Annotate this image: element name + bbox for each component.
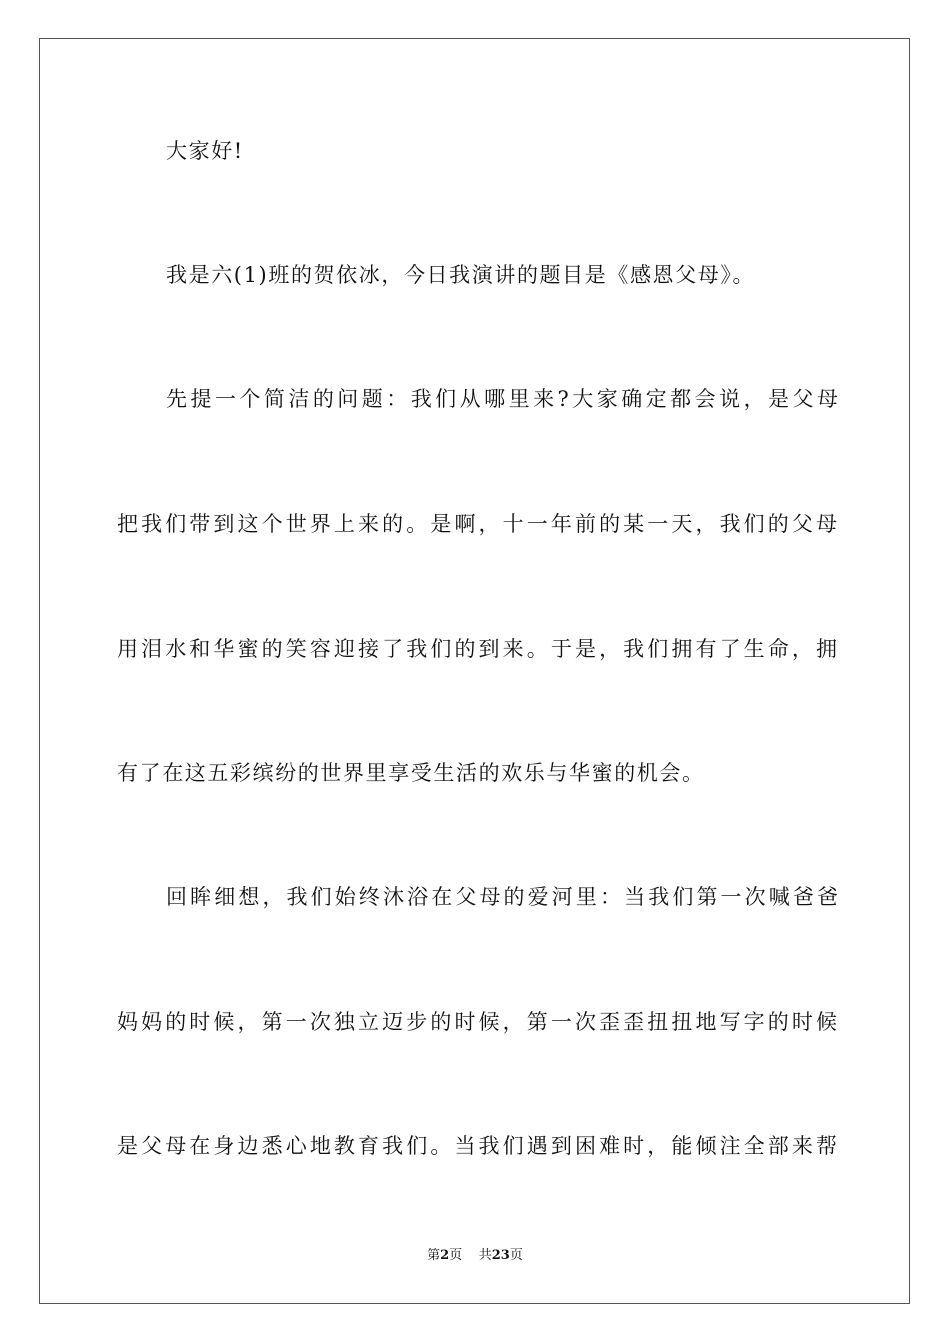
text-line-intro: 我是六(1)班的贺依冰，今日我演讲的题目是《感恩父母》。	[166, 263, 756, 287]
text-line-9: 是父母在身边悉心地教育我们。当我们遇到困难时，能倾注全部来帮	[117, 1134, 837, 1158]
page-number: 2	[440, 1248, 450, 1263]
page-border	[39, 38, 910, 1304]
text-line-8: 妈妈的时候，第一次独立迈步的时候，第一次歪歪扭扭地写字的时候	[117, 1010, 837, 1034]
page-prefix: 第	[427, 1248, 441, 1263]
total-pages: 23	[491, 1248, 510, 1263]
text-line-5: 用泪水和华蜜的笑容迎接了我们的到来。于是，我们拥有了生命，拥	[117, 637, 837, 661]
total-suffix: 页	[509, 1248, 523, 1263]
text-line-greeting: 大家好!	[166, 139, 244, 163]
page-footer	[0, 1247, 950, 1265]
text-line-6: 有了在这五彩缤纷的世界里享受生活的欢乐与华蜜的机会。	[117, 761, 705, 785]
page-suffix: 页	[449, 1248, 463, 1263]
total-prefix: 共	[478, 1248, 492, 1263]
text-line-4: 把我们带到这个世界上来的。是啊，十一年前的某一天，我们的父母	[117, 512, 837, 536]
text-line-3: 先提一个简洁的问题：我们从哪里来?大家确定都会说，是父母	[166, 387, 838, 411]
text-line-7: 回眸细想，我们始终沐浴在父母的爱河里：当我们第一次喊爸爸	[166, 885, 838, 909]
